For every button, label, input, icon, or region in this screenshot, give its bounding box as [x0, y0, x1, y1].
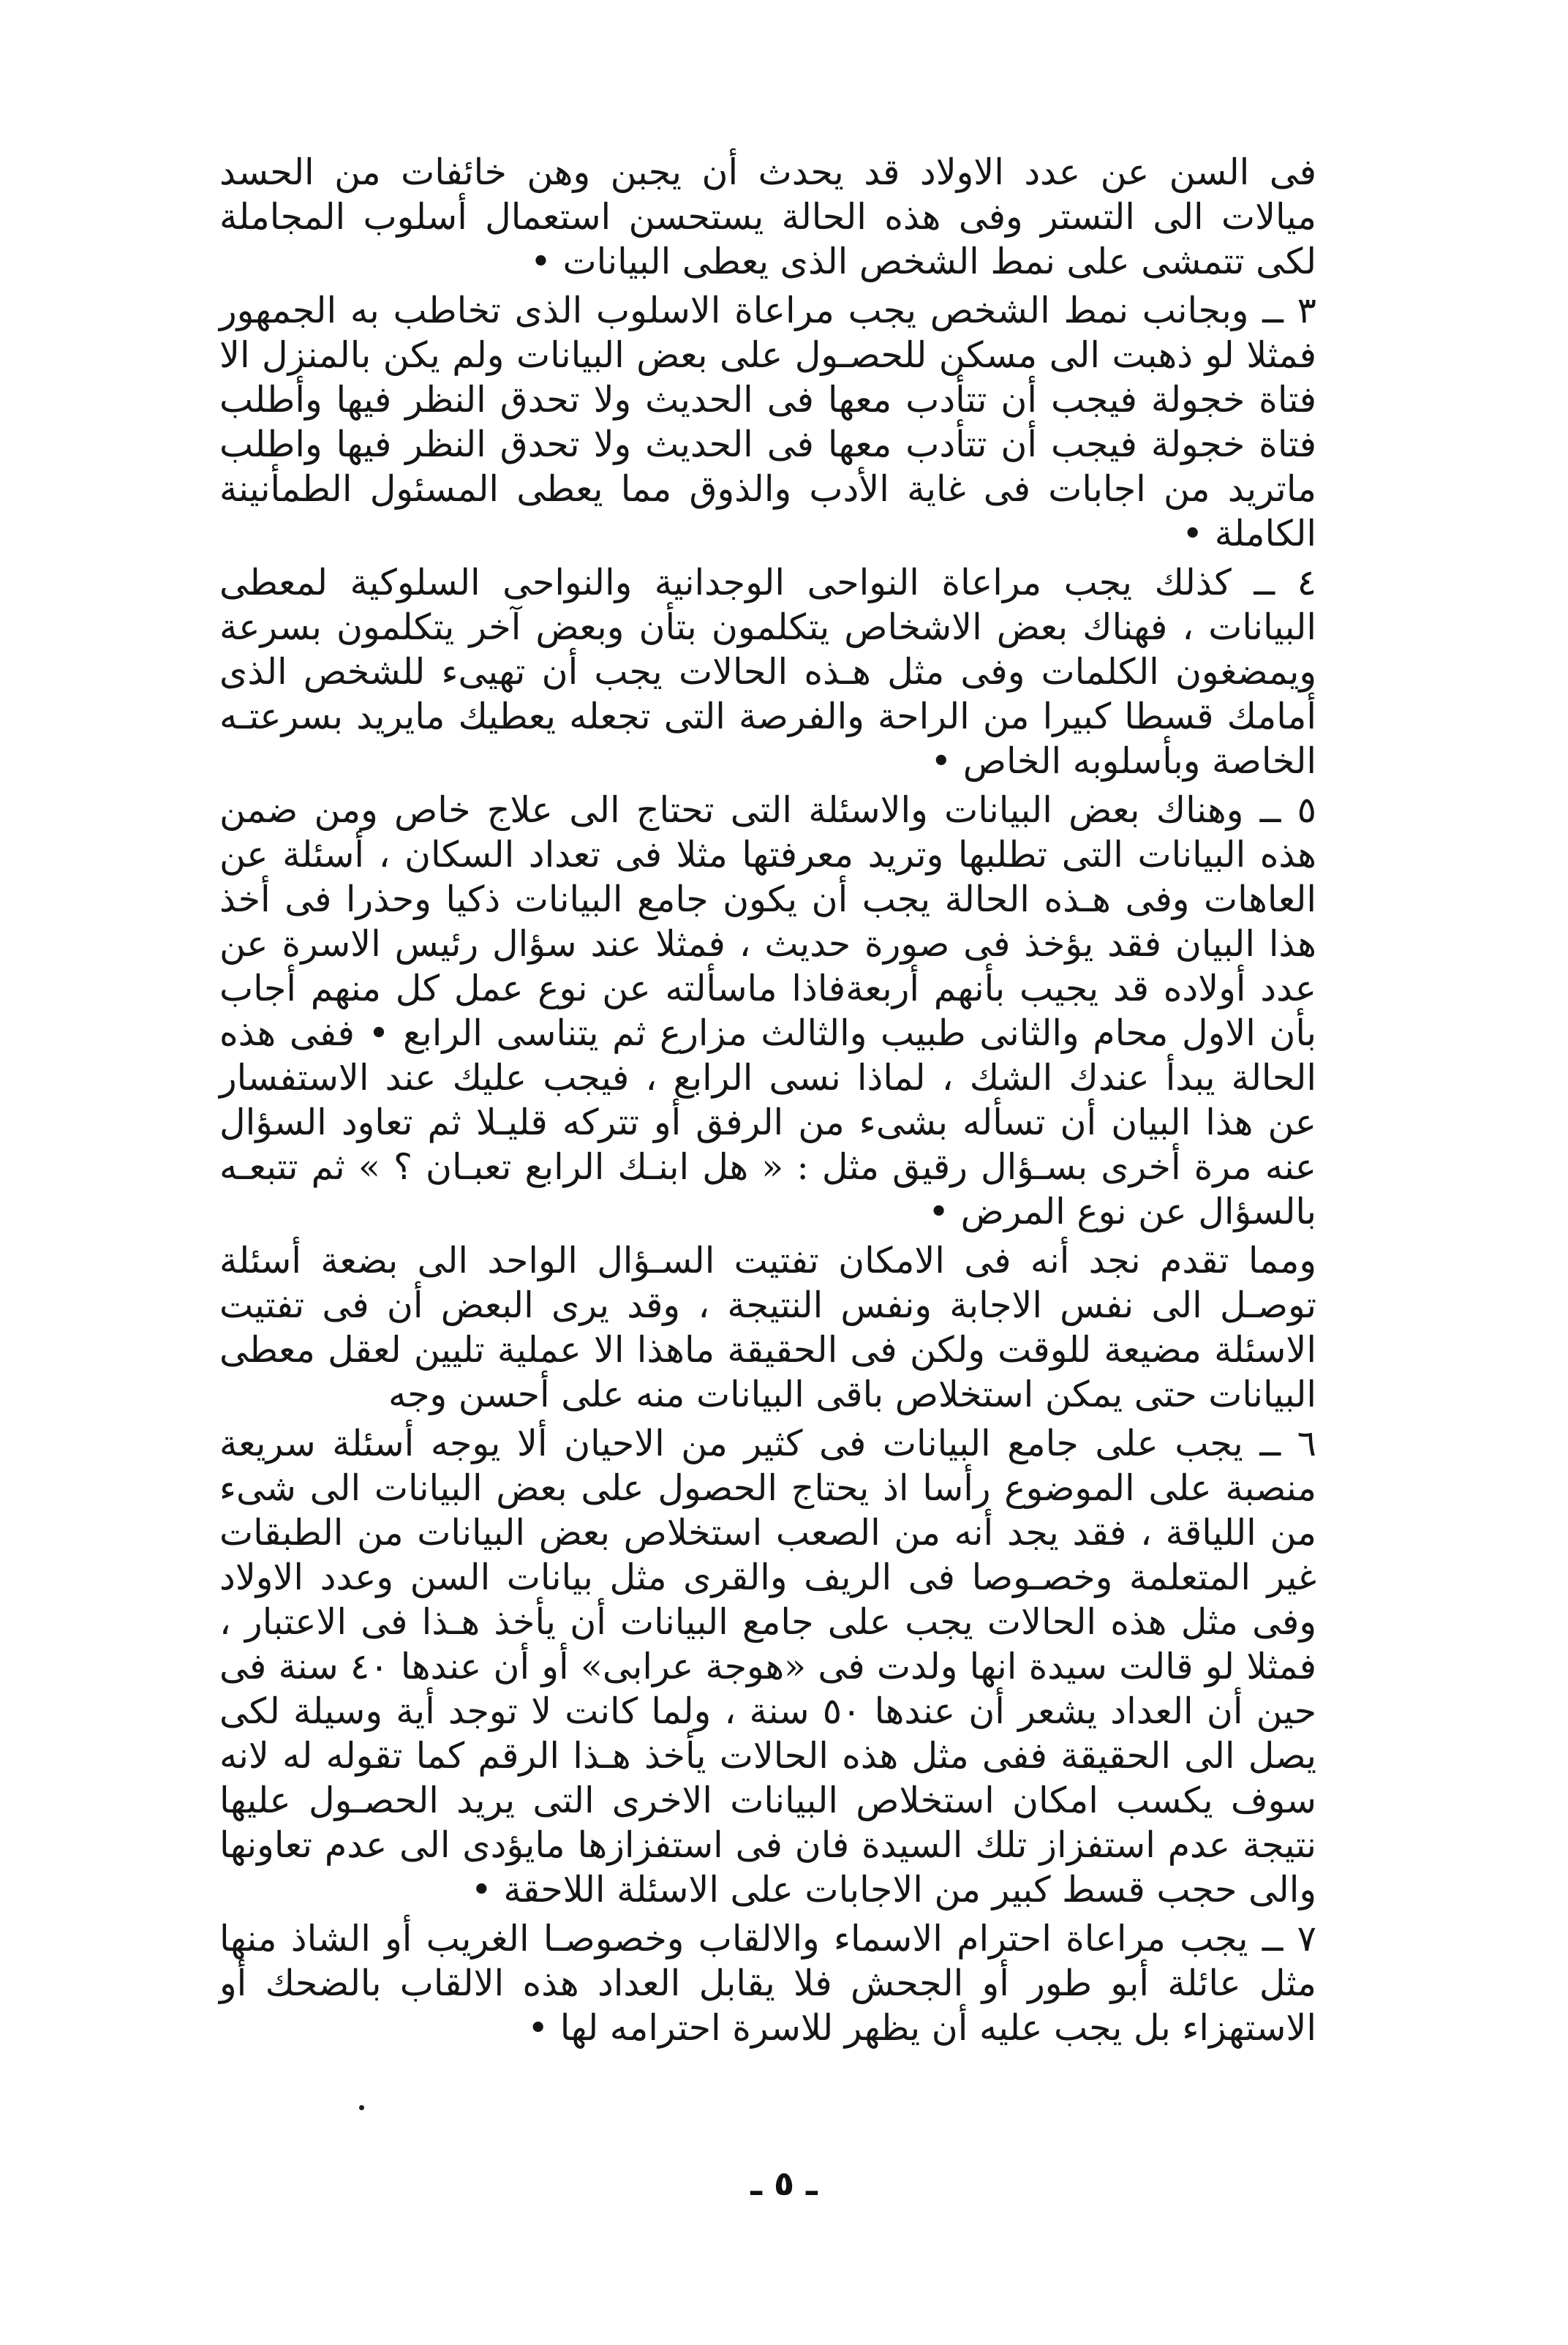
ink-dot — [359, 2105, 364, 2110]
paragraph-7: ٧ ــ يجب مراعاة احترام الاسماء والالقاب وخصوصـا الغريب أو الشاذ منها مثل عائلة أبو طور أو الجحش فلا يقابل العداد هذه الالقاب بالضحك أو الاستهزاء بل يجب عليه أن يظهر للاسرة احترامه لها • — [219, 1918, 1316, 2049]
paragraph-1: فى السن عن عدد الاولاد قد يحدث أن يجبن وهن خائفات من الحسد ميالات الى التستر وفى هذه الحالة يستحسن استعمال أسلوب المجاملة لكى تتمشى على نمط الشخص الذى يعطى البيانات • — [219, 151, 1316, 282]
paragraph-6: ٦ ــ يجب على جامع البيانات فى كثير من الاحيان ألا يوجه أسئلة سريعة منصبة على الموضوع رأسا اذ يحتاج الحصول على بعض البيانات الى شىء من اللياقة ، فقد يجد أنه من الصعب استخلاص بعض البيانات من الطبقات غير المتعلمة وخصـوصا فى الريف والقرى مثل بيانات السن وعدد الاولاد وفى مثل هذه الحالات يجب على جامع البيانات أن يأخذ هـذا فى الاعتبار ، فمثلا لو قالت سيدة انها ولدت فى «هوجة عرابى» أو أن عندها ٤٠ سنة فى حين أن العداد يشعر أن عندها ٥٠ سنة ، ولما كانت لا توجد أية وسيلة لكى يصل الى الحقيقة ففى مثل هذه الحالات يأخذ هـذا الرقم كما تقوله له لانه سوف يكسب امكان استخلاص البيانات الاخرى التى يريد الحصـول عليها نتيجة عدم استفزاز تلك السيدة فان فى استفزازها مايؤدى الى عدم تعاونها والى حجب قسط كبير من الاجابات على الاسئلة اللاحقة • — [219, 1423, 1316, 1911]
paragraph-3: ٤ ــ كذلك يجب مراعاة النواحى الوجدانية والنواحى السلوكية لمعطى البيانات ، فهناك بعض الاشخاص يتكلمون بتأن وبعض آخر يتكلمون بسرعة ويمضغون الكلمات وفى مثل هـذه الحالات يجب أن تهيىء للشخص الذى أمامك قسطا كبيرا من الراحة والفرصة التى تجعله يعطيك مايريد بسرعتـه الخاصة وبأسلوبه الخاص • — [219, 562, 1316, 782]
paragraph-5: ومما تقدم نجد أنه فى الامكان تفتيت السـؤال الواحد الى بضعة أسئلة توصـل الى نفس الاجابة ونفس النتيجة ، وقد يرى البعض أن فى تفتيت الاسئلة مضيعة للوقت ولكن فى الحقيقة ماهذا الا عملية تليين لعقل معطى البيانات حتى يمكن استخلاص باقى البيانات منه على أحسن وجه — [219, 1240, 1316, 1415]
paragraph-2: ٣ ــ وبجانب نمط الشخص يجب مراعاة الاسلوب الذى تخاطب به الجمهور فمثلا لو ذهبت الى مسكن للحصـول على بعض البيانات ولم يكن بالمنزل الا فتاة خجولة فيجب أن تتأدب معها فى الحديث ولا تحدق النظر فيها وأطلب فتاة خجولة فيجب أن تتأدب معها فى الحديث ولا تحدق النظر فيها واطلب ماتريد من اجابات فى غاية الأدب والذوق مما يعطى المسئول الطمأنينة الكاملة • — [219, 290, 1316, 554]
page-number: ـ ٥ ـ — [750, 2164, 818, 2203]
body-text — [219, 150, 1316, 2050]
paragraph-4: ٥ ــ وهناك بعض البيانات والاسئلة التى تحتاج الى علاج خاص ومن ضمن هذه البيانات التى تطلبها وتريد معرفتها مثلا فى تعداد السكان ، أسئلة عن العاهات وفى هـذه الحالة يجب أن يكون جامع البيانات ذكيا وحذرا فى أخذ هذا البيان فقد يؤخذ فى صورة حديث ، فمثلا عند سؤال رئيس الاسرة عن عدد أولاده قد يجيب بأنهم أربعةفاذا ماسألته عن نوع عمل كل منهم أجاب بأن الاول محام والثانى طبيب والثالث مزارع ثم يتناسى الرابع • ففى هذه الحالة يبدأ عندك الشك ، لماذا نسى الرابع ، فيجب عليك عند الاستفسار عن هذا البيان أن تسأله بشىء من الرفق أو تتركه قليـلا ثم تعاود السؤال عنه مرة أخرى بسـؤال رقيق مثل : « هل ابنـك الرابع تعبـان ؟ » ثم تتبعـه بالسؤال عن نوع المرض • — [219, 789, 1316, 1232]
